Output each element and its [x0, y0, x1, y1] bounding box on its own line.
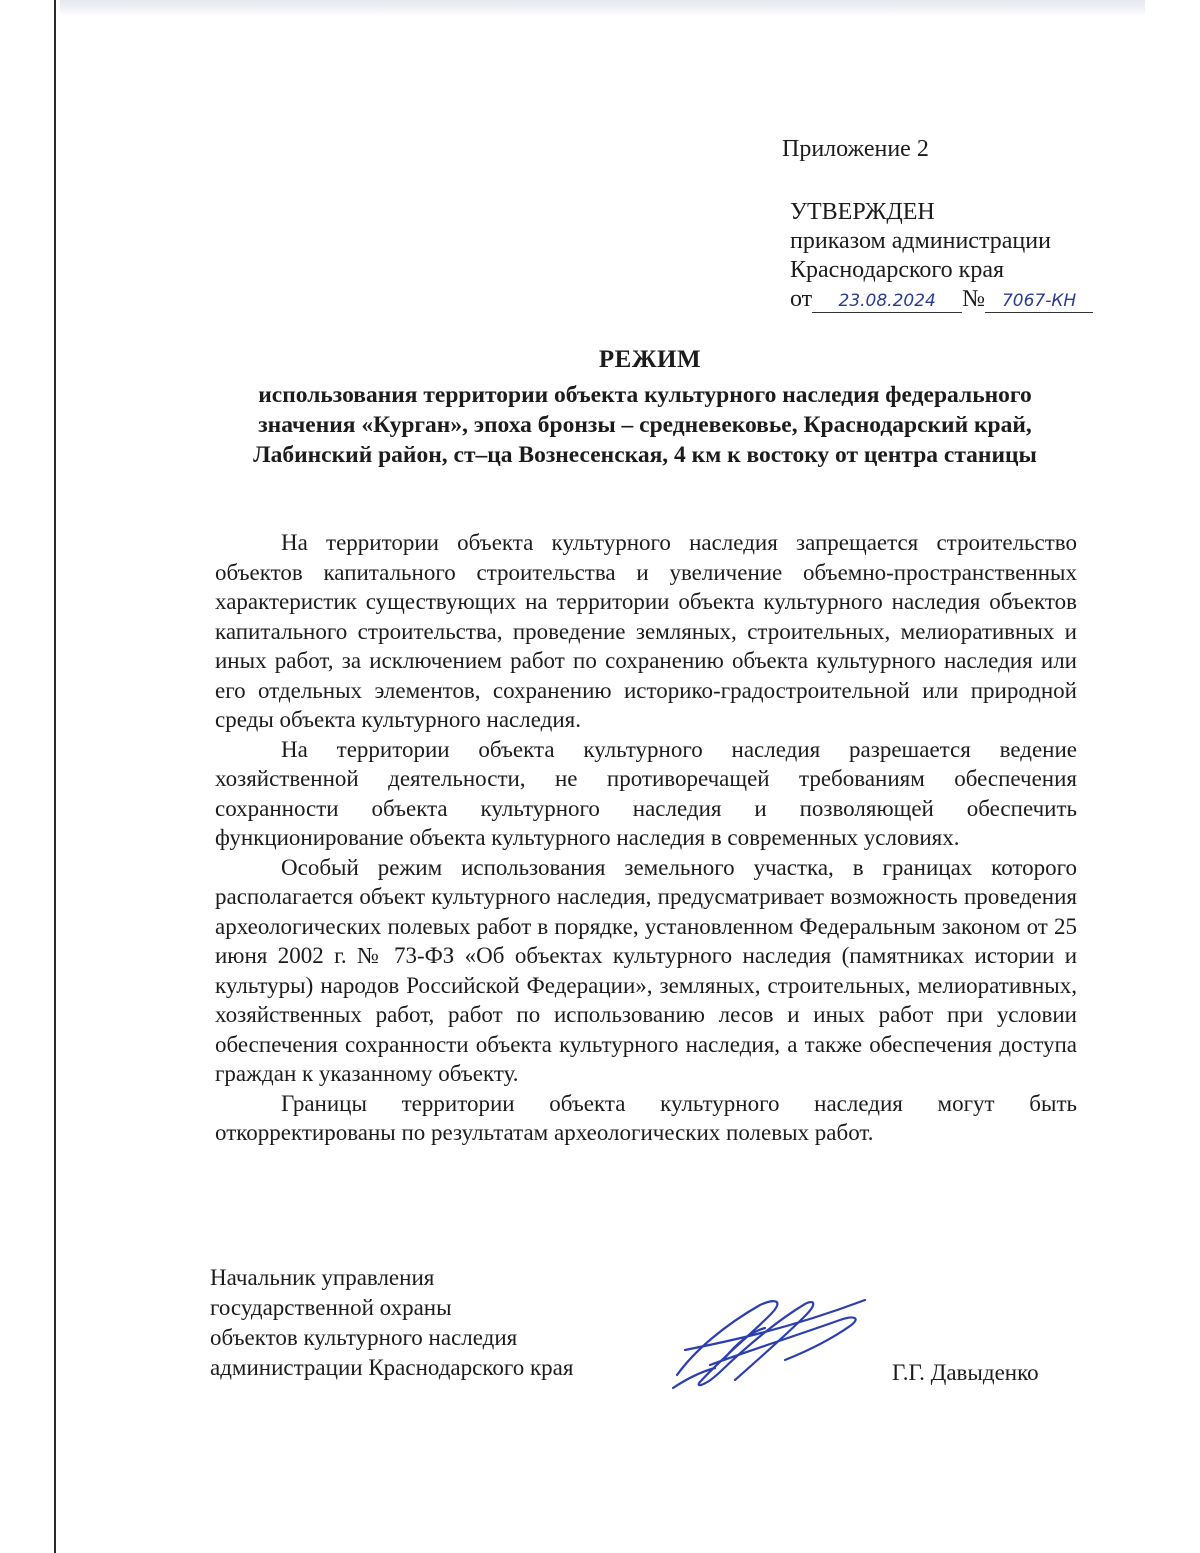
document-subtitle [212, 380, 1078, 470]
order-date-number-line [790, 285, 1093, 314]
number-prefix: № [962, 286, 986, 312]
scan-artifact [60, 0, 1145, 16]
signer-name: Г.Г. Давыденко [892, 1360, 1039, 1385]
body-paragraph: На территории объекта культурного наследия запрещается строительство объектов капитального строительства и увеличение объемно-пространственных характеристик существующих на территории объекта культурного наследия объектов капитального строительства, проведение земляных, строительных, мелиоративных и иных работ, за исключением работ по сохранению объекта культурного наследия или его отдельных элементов, сохранению историко-градостроительной или природной среды объекта культурного наследия. [215, 530, 1077, 732]
subtitle-line: Лабинский район, ст–ца Вознесенская, 4 км к востоку от центра станицы [253, 442, 1037, 468]
subtitle-line: значения «Курган», эпоха бронзы – средневековье, Краснодарский край, [258, 412, 1032, 438]
body-paragraph: Границы территории объекта культурного наследия могут быть откорректированы по результатам археологических полевых работ. [215, 1090, 1077, 1145]
order-date: 23.08.2024 [812, 290, 962, 313]
handwritten-signature-icon [665, 1290, 880, 1395]
order-number: 7067-КН [985, 290, 1093, 313]
scan-edge [54, 0, 56, 1553]
approved-by-line: приказом администрации [790, 228, 1051, 254]
document-title: РЕЖИМ [598, 346, 702, 373]
approved-label: УТВЕРЖДЕН [790, 199, 935, 225]
signer-position-line: государственной охраны [210, 1295, 452, 1320]
approved-by-line: Краснодарского края [790, 257, 1005, 283]
signer-position-line: администрации Краснодарского края [210, 1355, 574, 1380]
date-prefix: от [790, 286, 813, 312]
appendix-label: Приложение 2 [782, 136, 929, 162]
signer-position [210, 1263, 573, 1383]
signer-position-line: Начальник управления [210, 1265, 435, 1290]
body-paragraph: Особый режим использования земельного участка, в границах которого располагается объект культурного наследия, предусматривает возможность проведения археологических полевых работ в порядке, установленном Федеральным законом от 25 июня 2002 г. № 73-ФЗ «Об объектах культурного наследия (памятниках истории и культуры) народов Российской Федерации», земляных, строительных, мелиоративных, хозяйственных работ, работ по использованию лесов и иных работ при условии обеспечения сохранности объекта культурного наследия, а также обеспечения доступа граждан к указанному объекту. [215, 854, 1077, 1086]
signer-position-line: объектов культурного наследия [210, 1325, 518, 1350]
document-body [215, 528, 1077, 1148]
approval-block [790, 198, 1093, 314]
body-paragraph: На территории объекта культурного наследия разрешается ведение хозяйственной деятельности, не противоречащей требованиям обеспечения сохранности объекта культурного наследия и позволяющей обеспечить функционирование объекта культурного наследия в современных условиях. [215, 736, 1077, 850]
subtitle-line: использования территории объекта культурного наследия федерального [258, 382, 1032, 408]
